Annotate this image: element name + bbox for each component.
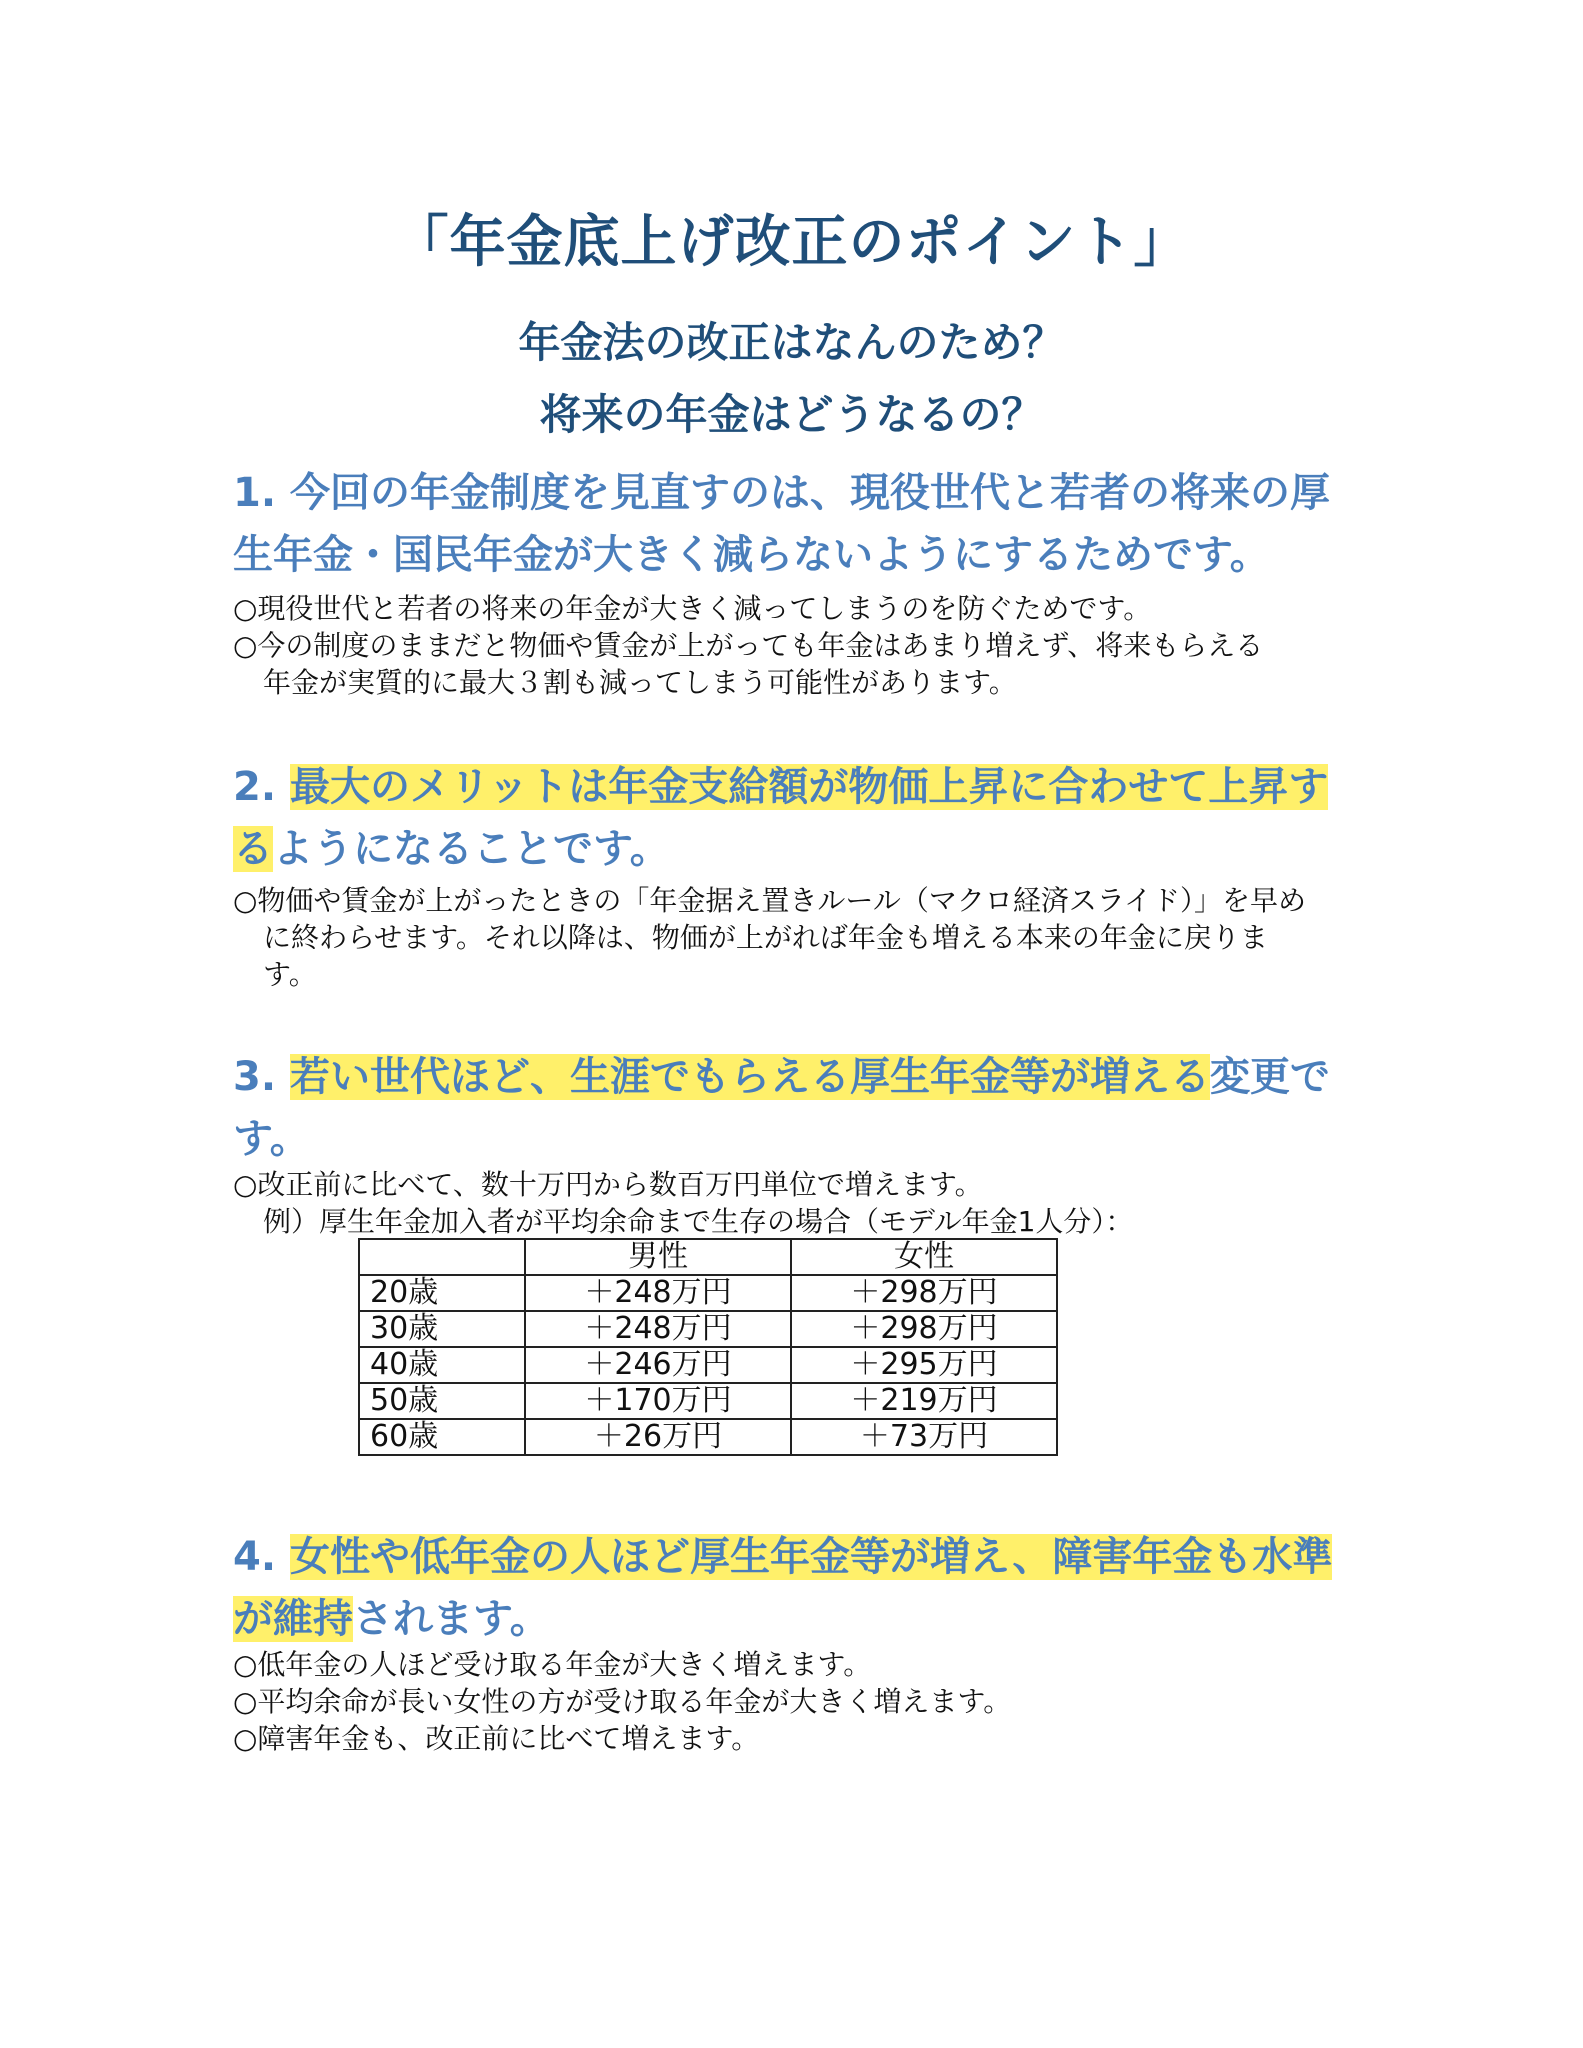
subtitle-line-2: 将来の年金はどうなるの？ xyxy=(539,390,1044,439)
section-2-body xyxy=(233,882,1353,993)
section-1-bullet-2: ○今の制度のままだと物価や賃金が上がっても年金はあまり増えず、将来もらえる xyxy=(233,629,1264,662)
section-3-heading-rest: 変更です。 xyxy=(233,1054,1330,1162)
table-row xyxy=(359,1275,1057,1311)
page-title: 「年金底上げ改正のポイント」 xyxy=(392,210,1191,275)
section-1-body xyxy=(233,590,1353,701)
section-3-highlight: 若い世代ほど、生涯でもらえる厚生年金等が増える xyxy=(289,1054,1210,1100)
section-3-bullet-1: ○改正前に比べて、数十万円から数百万円単位で増えます。 xyxy=(233,1168,983,1201)
table-row xyxy=(359,1419,1057,1455)
section-2-highlight: 最大のメリットは年金支給額が物価上昇に合わせて上昇する xyxy=(233,764,1329,872)
section-4-heading xyxy=(233,1526,1363,1650)
section-4-number: 4. xyxy=(233,1534,290,1580)
table-female-cell: ＋295万円 xyxy=(791,1347,1057,1383)
section-2-heading-rest: ようになることです。 xyxy=(273,826,670,872)
table-age-cell: 30歳 xyxy=(359,1311,525,1347)
section-1-bullet-1: ○現役世代と若者の将来の年金が大きく減ってしまうのを防ぐためです。 xyxy=(233,592,1152,625)
table-female-cell: ＋73万円 xyxy=(791,1419,1057,1455)
section-4-highlight: 女性や低年金の人ほど厚生年金等が増え、障害年金も水準が維持 xyxy=(233,1534,1333,1642)
table-row xyxy=(359,1347,1057,1383)
table-male-cell: ＋248万円 xyxy=(525,1311,791,1347)
table-male-cell: ＋248万円 xyxy=(525,1275,791,1311)
section-1-heading: 1. 今回の年金制度を見直すのは、現役世代と若者の将来の厚生年金・国民年金が大きく減らないようにするためです。 xyxy=(233,470,1330,578)
table-header-row xyxy=(359,1239,1057,1275)
table-male-cell: ＋170万円 xyxy=(525,1383,791,1419)
section-2-bullet-1: ○物価や賃金が上がったときの「年金据え置きルール（マクロ経済スライド）」を早め xyxy=(233,884,1307,917)
section-1-bullet-2-cont: 年金が実質的に最大３割も減ってしまう可能性があります。 xyxy=(263,666,1017,699)
section-2-bullet-1-cont2: す。 xyxy=(263,958,317,991)
section-4-bullet-2: ○平均余命が長い女性の方が受け取る年金が大きく増えます。 xyxy=(233,1685,1012,1718)
table-female-cell: ＋298万円 xyxy=(791,1275,1057,1311)
table-row xyxy=(359,1311,1057,1347)
section-4-heading-rest: されます。 xyxy=(353,1596,550,1642)
section-3-body xyxy=(233,1166,1353,1240)
section-2-number: 2. xyxy=(233,764,290,810)
table-age-cell: 20歳 xyxy=(359,1275,525,1311)
section-4-bullet-1: ○低年金の人ほど受け取る年金が大きく増えます。 xyxy=(233,1648,872,1681)
subtitle-line-1: 年金法の改正はなんのため？ xyxy=(518,318,1065,367)
table-female-cell: ＋298万円 xyxy=(791,1311,1057,1347)
table-age-cell: 40歳 xyxy=(359,1347,525,1383)
table-header-cell xyxy=(359,1239,525,1275)
section-3-number: 3. xyxy=(233,1054,290,1100)
table-male-cell: ＋246万円 xyxy=(525,1347,791,1383)
section-4-body xyxy=(233,1646,1353,1757)
section-3-heading xyxy=(233,1046,1363,1170)
table-header-male: 男性 xyxy=(525,1239,791,1275)
table-male-cell: ＋26万円 xyxy=(525,1419,791,1455)
table-age-cell: 60歳 xyxy=(359,1419,525,1455)
section-2-bullet-1-cont: に終わらせます。それ以降は、物価が上がれば年金も増える本来の年金に戻りま xyxy=(263,921,1268,954)
table-age-cell: 50歳 xyxy=(359,1383,525,1419)
pension-gain-table xyxy=(358,1238,1058,1456)
table-row xyxy=(359,1383,1057,1419)
section-2-heading xyxy=(233,756,1363,880)
section-4-bullet-3: ○障害年金も、改正前に比べて増えます。 xyxy=(233,1722,760,1755)
table-female-cell: ＋219万円 xyxy=(791,1383,1057,1419)
section-3-example: 例）厚生年金加入者が平均余命まで生存の場合（モデル年金1人分）： xyxy=(263,1205,1134,1238)
table-header-female: 女性 xyxy=(791,1239,1057,1275)
